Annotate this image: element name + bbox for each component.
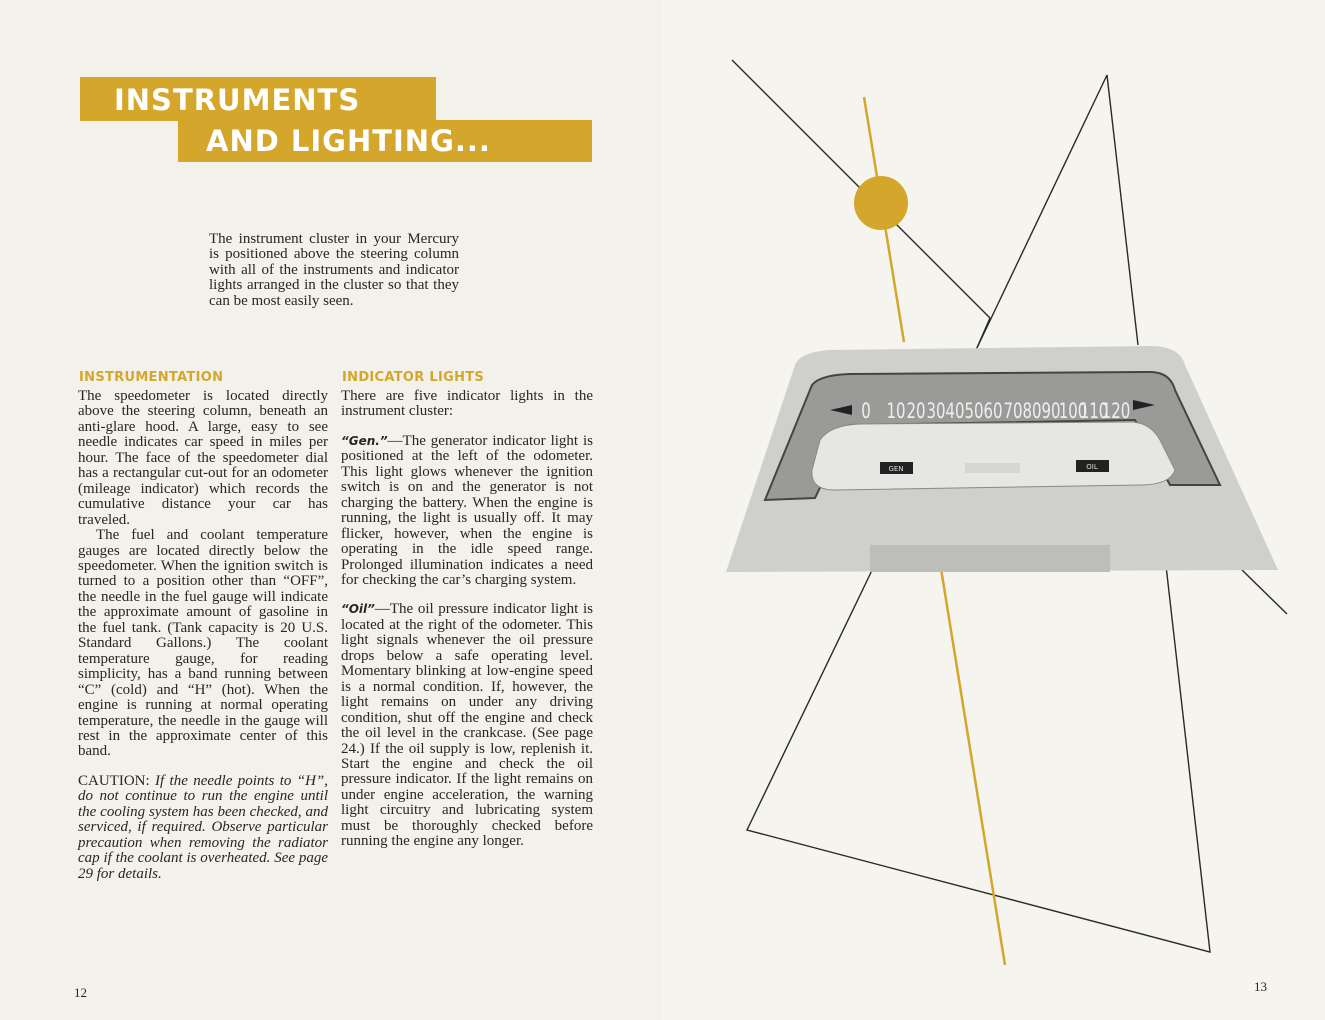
page-number-right: 13: [1254, 979, 1267, 994]
speed-tick-label: 30: [926, 399, 946, 424]
speed-tick-label: 70: [1003, 399, 1023, 424]
gen-text: —The generator indicator light is positioned at the left of the odometer. This light glows whenever the ignition switch is on and the generator is not charging the battery. When the engine is running, the light is usually off. It may flicker, however, when the engine is operating in the idle speed range. Prolonged illumination indicates a need for checking the car’s charging system.: [341, 432, 593, 588]
yellow-line: [938, 550, 1005, 965]
intro-paragraph: The instrument cluster in your Mercury is positioned above the steering column with all of the instruments and indicator lights arranged in the cluster so that they can be most easily seen.: [209, 231, 459, 309]
speed-tick-label: 40: [945, 399, 965, 424]
indicator-intro: There are five indicator lights in the instrument cluster:: [341, 388, 593, 420]
yellow-sun-circle: [854, 176, 908, 230]
instrumentation-heading: INSTRUMENTATION: [79, 370, 224, 385]
speed-tick-label: 100: [1058, 399, 1088, 424]
oil-label: “Oil”: [341, 602, 375, 617]
line: [1107, 75, 1138, 345]
title-line-1: INSTRUMENTS: [80, 77, 436, 121]
speed-tick-label: 60: [983, 399, 1003, 424]
instrumentation-p1: The speedometer is located directly above the steering column, beneath an anti-glare hood. A large, easy to see needle indicates car speed in miles per hour. The face of the speedometer dial has a rectangular cut-out for an odometer (mileage indicator) which records the cumulative distance your car has traveled.: [78, 388, 328, 528]
caution-text: If the needle points to “H”, do not continue to run the engine until the cooling system has been checked, and serviced, if required. Observe particular precaution when removing the radiator cap if the coolant is overheated. See page 29 for details.: [78, 772, 328, 882]
line: [976, 75, 1107, 350]
speed-tick-label: 110: [1079, 399, 1109, 424]
triangle-lines: [747, 548, 1210, 952]
indicator-lights-heading: INDICATOR LIGHTS: [342, 370, 485, 385]
title-line-2: AND LIGHTING...: [178, 120, 592, 162]
line: [1240, 568, 1287, 614]
caution-label: CAUTION:: [78, 772, 150, 789]
gen-label: “Gen.”: [341, 433, 388, 448]
oil-light-label: OIL: [1086, 463, 1098, 471]
speed-tick-label: 50: [964, 399, 984, 424]
speed-tick-label: 120: [1101, 399, 1131, 424]
speed-tick-label: 0: [861, 399, 871, 424]
speed-tick-label: 80: [1022, 399, 1042, 424]
speed-tick-label: 10: [886, 399, 906, 424]
speed-tick-label: 90: [1041, 399, 1061, 424]
gen-light-label: GEN: [888, 465, 904, 473]
dashboard-photo: [726, 346, 1278, 572]
page-number-left: 12: [74, 985, 87, 1000]
odometer: [965, 463, 1020, 473]
speed-tick-label: 20: [906, 399, 926, 424]
oil-text: —The oil pressure indicator light is located at the right of the odometer. This light signals whenever the oil pressure drops below a safe operating level. Momentary blinking at low-engine speed is a normal condition. If, however, the light remains on under any driving condition, shut off the engine and check the oil level in the crankcase. (See page 24.) If the oil supply is low, replenish it. Start the engine and check the oil pressure indicator. If the light remains on under engine acceleration, the warning light circuitry and lubricating system must be thoroughly checked before running the engine any longer.: [341, 601, 593, 850]
instrumentation-p2: The fuel and coolant temperature gauges are located directly below the speedometer. When the ignition switch is turned to a position other than “OFF”, the needle in the fuel gauge will indicate the approximate amount of gasoline in the fuel tank. (Tank capacity is 20 U.S. Standard Gallons.) The coolant temperature gauge, for reading simplicity, has a band running between “C” (cold) and “H” (hot). When the engine is running at normal operating temperature, the needle in the gauge will rest in the approximate center of this band.: [78, 527, 328, 760]
